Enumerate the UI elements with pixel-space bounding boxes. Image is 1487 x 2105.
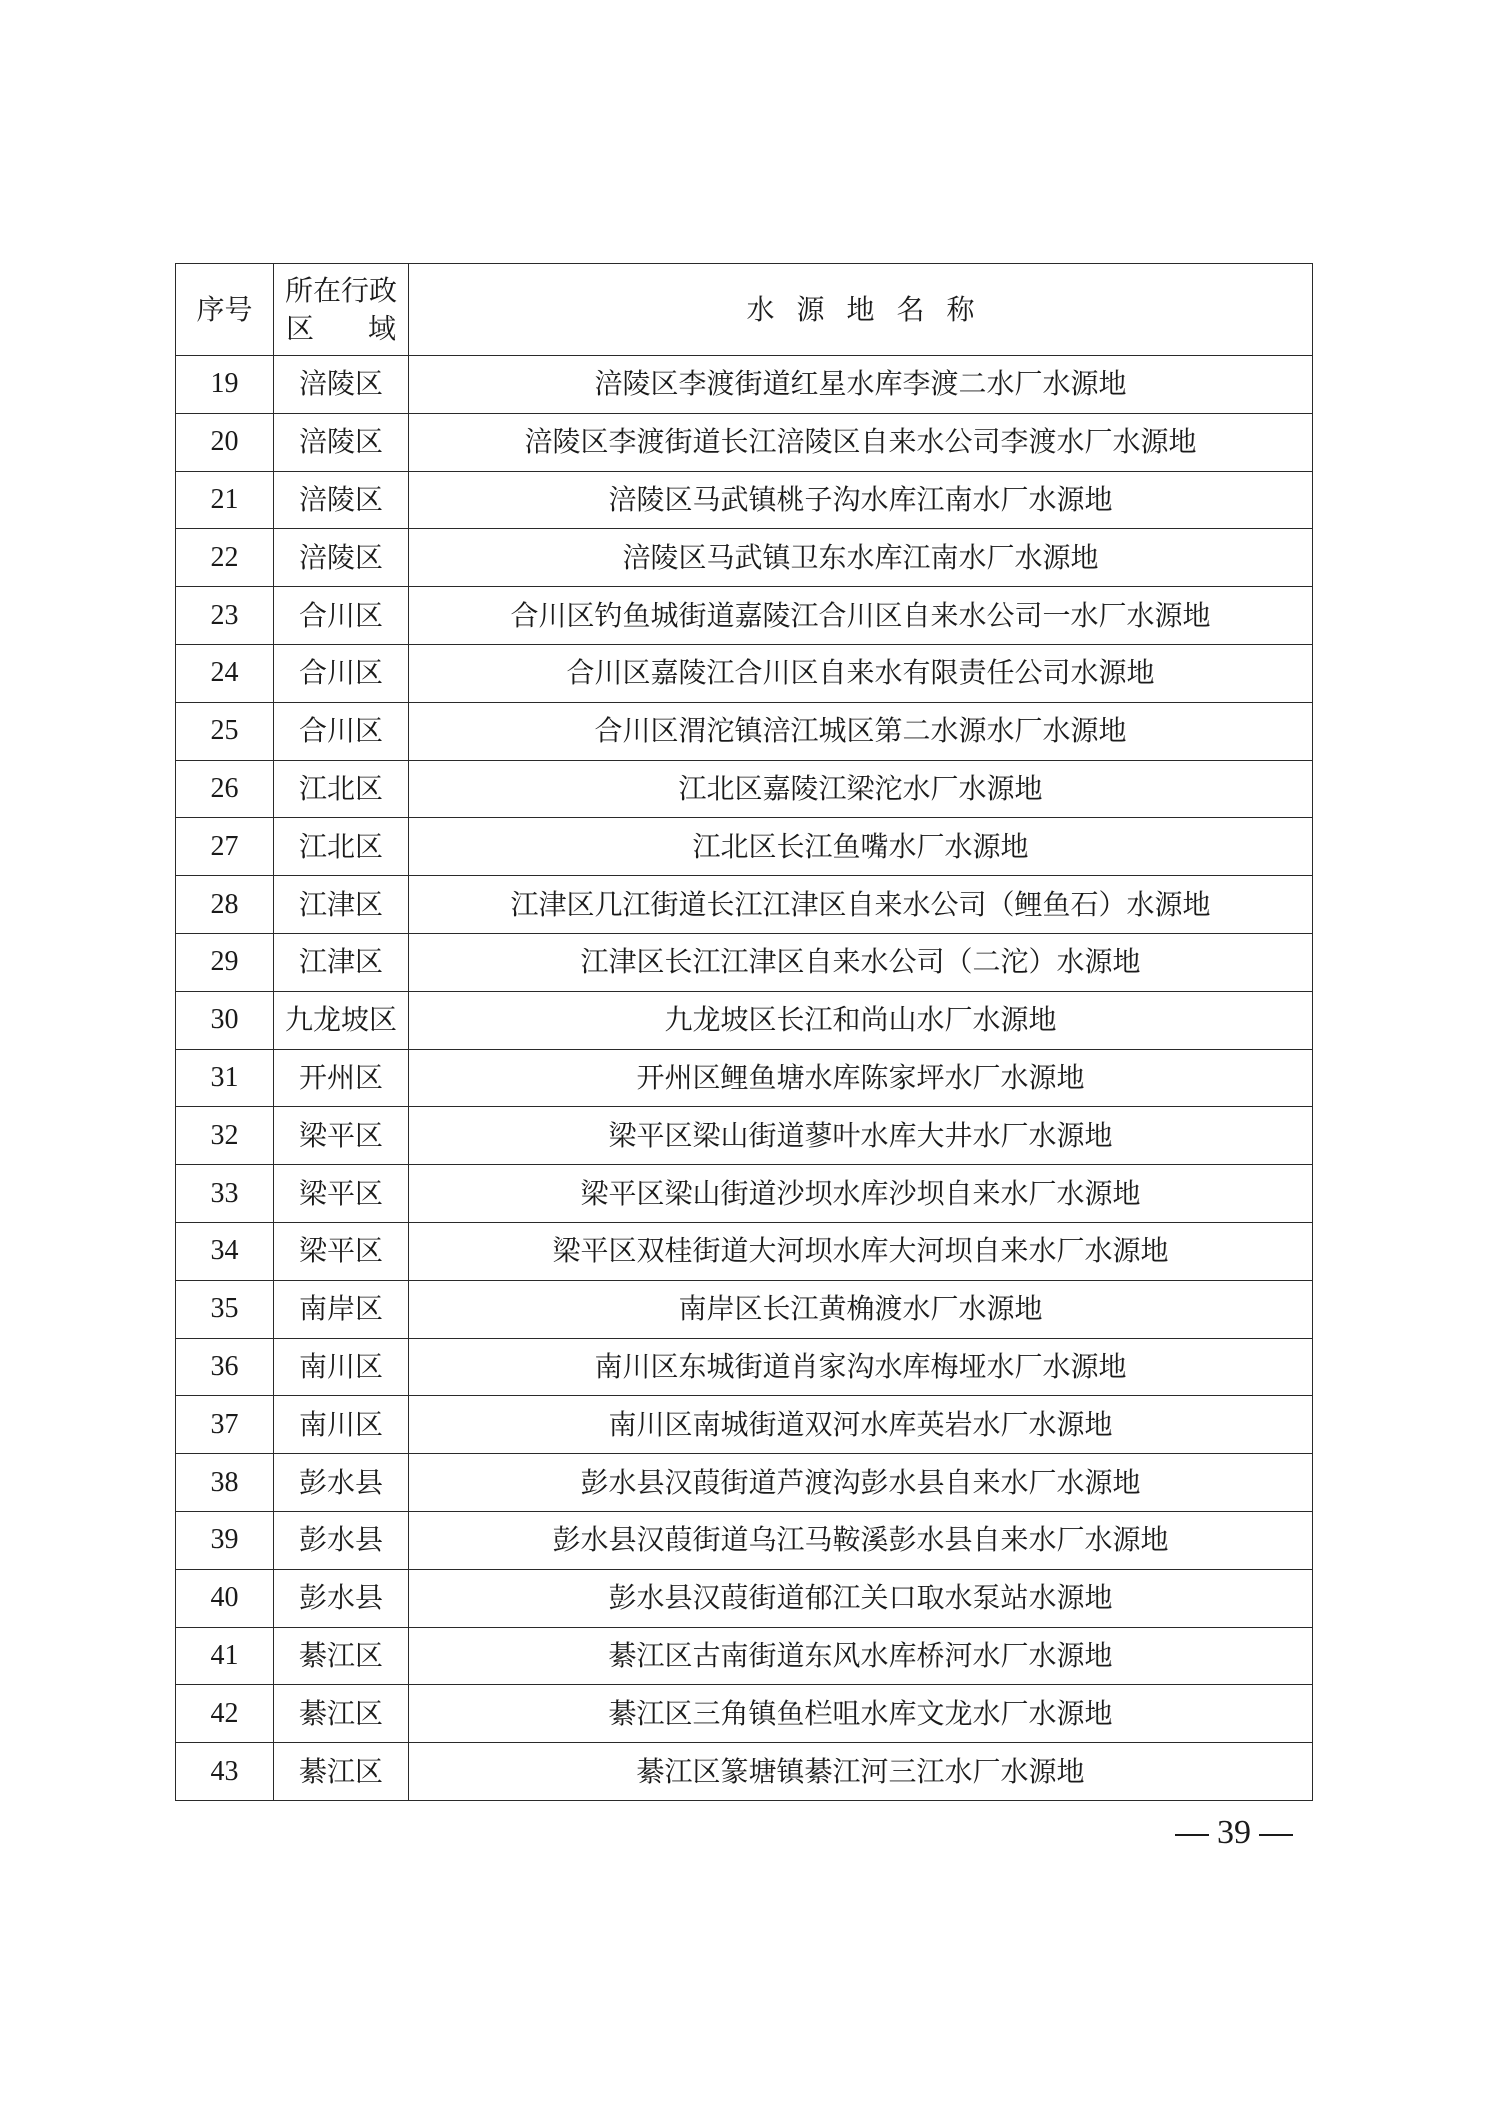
- cell-water-source-name: 合川区渭沱镇涪江城区第二水源水厂水源地: [409, 702, 1313, 760]
- water-source-table: [175, 263, 1313, 1801]
- cell-water-source-name: 江津区几江街道长江江津区自来水公司（鲤鱼石）水源地: [409, 876, 1313, 934]
- cell-serial-number: 32: [176, 1107, 274, 1165]
- cell-admin-area: 南川区: [274, 1338, 409, 1396]
- table-row: [176, 1280, 1313, 1338]
- header-serial-number: 序号: [176, 264, 274, 356]
- cell-serial-number: 25: [176, 702, 274, 760]
- cell-serial-number: 38: [176, 1454, 274, 1512]
- cell-serial-number: 42: [176, 1685, 274, 1743]
- cell-water-source-name: 合川区嘉陵江合川区自来水有限责任公司水源地: [409, 644, 1313, 702]
- header-water-source-name: 水源地名称: [409, 264, 1313, 356]
- table-row: [176, 1685, 1313, 1743]
- header-admin-area-line1: 所在行政: [284, 273, 397, 307]
- cell-water-source-name: 开州区鲤鱼塘水库陈家坪水厂水源地: [409, 1049, 1313, 1107]
- table-row: [176, 356, 1313, 414]
- table-row: [176, 1627, 1313, 1685]
- cell-water-source-name: 彭水县汉葭街道乌江马鞍溪彭水县自来水厂水源地: [409, 1511, 1313, 1569]
- table-row: [176, 1049, 1313, 1107]
- cell-serial-number: 43: [176, 1743, 274, 1801]
- table-header-row: [176, 264, 1313, 356]
- cell-admin-area: 合川区: [274, 587, 409, 645]
- cell-admin-area: 綦江区: [274, 1743, 409, 1801]
- table-row: [176, 876, 1313, 934]
- cell-water-source-name: 江北区嘉陵江梁沱水厂水源地: [409, 760, 1313, 818]
- page-number: 39: [1167, 1814, 1301, 1852]
- cell-serial-number: 41: [176, 1627, 274, 1685]
- cell-admin-area: 涪陵区: [274, 356, 409, 414]
- cell-serial-number: 29: [176, 933, 274, 991]
- cell-serial-number: 39: [176, 1511, 274, 1569]
- table-row: [176, 991, 1313, 1049]
- table-row: [176, 1107, 1313, 1165]
- cell-water-source-name: 合川区钓鱼城街道嘉陵江合川区自来水公司一水厂水源地: [409, 587, 1313, 645]
- table-row: [176, 587, 1313, 645]
- table-row: [176, 1743, 1313, 1801]
- table-row: [176, 1396, 1313, 1454]
- cell-admin-area: 合川区: [274, 702, 409, 760]
- table-row: [176, 529, 1313, 587]
- cell-admin-area: 梁平区: [274, 1222, 409, 1280]
- cell-serial-number: 33: [176, 1165, 274, 1223]
- cell-admin-area: 江津区: [274, 876, 409, 934]
- cell-admin-area: 南川区: [274, 1396, 409, 1454]
- cell-admin-area: 梁平区: [274, 1107, 409, 1165]
- cell-water-source-name: 梁平区双桂街道大河坝水库大河坝自来水厂水源地: [409, 1222, 1313, 1280]
- table-row: [176, 644, 1313, 702]
- cell-water-source-name: 彭水县汉葭街道芦渡沟彭水县自来水厂水源地: [409, 1454, 1313, 1512]
- cell-water-source-name: 南川区东城街道肖家沟水库梅垭水厂水源地: [409, 1338, 1313, 1396]
- cell-water-source-name: 九龙坡区长江和尚山水厂水源地: [409, 991, 1313, 1049]
- table-row: [176, 1569, 1313, 1627]
- cell-admin-area: 涪陵区: [274, 413, 409, 471]
- table-row: [176, 933, 1313, 991]
- cell-admin-area: 綦江区: [274, 1627, 409, 1685]
- table-row: [176, 818, 1313, 876]
- cell-water-source-name: 江北区长江鱼嘴水厂水源地: [409, 818, 1313, 876]
- cell-serial-number: 34: [176, 1222, 274, 1280]
- cell-water-source-name: 江津区长江江津区自来水公司（二沱）水源地: [409, 933, 1313, 991]
- cell-admin-area: 九龙坡区: [274, 991, 409, 1049]
- cell-water-source-name: 南川区南城街道双河水库英岩水厂水源地: [409, 1396, 1313, 1454]
- cell-serial-number: 31: [176, 1049, 274, 1107]
- cell-water-source-name: 涪陵区李渡街道红星水库李渡二水厂水源地: [409, 356, 1313, 414]
- page-number-dash-right: [1259, 1834, 1293, 1836]
- cell-admin-area: 开州区: [274, 1049, 409, 1107]
- cell-admin-area: 彭水县: [274, 1454, 409, 1512]
- cell-admin-area: 南岸区: [274, 1280, 409, 1338]
- cell-water-source-name: 涪陵区马武镇卫东水库江南水厂水源地: [409, 529, 1313, 587]
- header-admin-area-line2: 区 域: [286, 311, 396, 345]
- cell-admin-area: 涪陵区: [274, 471, 409, 529]
- cell-serial-number: 37: [176, 1396, 274, 1454]
- cell-serial-number: 22: [176, 529, 274, 587]
- table-row: [176, 1222, 1313, 1280]
- cell-water-source-name: 南岸区长江黄桷渡水厂水源地: [409, 1280, 1313, 1338]
- cell-admin-area: 綦江区: [274, 1685, 409, 1743]
- table-row: [176, 413, 1313, 471]
- cell-admin-area: 彭水县: [274, 1511, 409, 1569]
- cell-water-source-name: 綦江区古南街道东风水库桥河水厂水源地: [409, 1627, 1313, 1685]
- cell-admin-area: 江津区: [274, 933, 409, 991]
- cell-serial-number: 36: [176, 1338, 274, 1396]
- table-row: [176, 1511, 1313, 1569]
- cell-admin-area: 江北区: [274, 760, 409, 818]
- cell-serial-number: 20: [176, 413, 274, 471]
- table-row: [176, 702, 1313, 760]
- cell-serial-number: 26: [176, 760, 274, 818]
- table-row: [176, 1338, 1313, 1396]
- cell-water-source-name: 涪陵区马武镇桃子沟水库江南水厂水源地: [409, 471, 1313, 529]
- cell-serial-number: 28: [176, 876, 274, 934]
- cell-serial-number: 30: [176, 991, 274, 1049]
- table-body: [176, 356, 1313, 1801]
- cell-admin-area: 彭水县: [274, 1569, 409, 1627]
- cell-water-source-name: 涪陵区李渡街道长江涪陵区自来水公司李渡水厂水源地: [409, 413, 1313, 471]
- cell-admin-area: 合川区: [274, 644, 409, 702]
- table-row: [176, 1165, 1313, 1223]
- cell-serial-number: 21: [176, 471, 274, 529]
- header-admin-area: [274, 264, 409, 356]
- cell-serial-number: 27: [176, 818, 274, 876]
- cell-admin-area: 梁平区: [274, 1165, 409, 1223]
- cell-serial-number: 19: [176, 356, 274, 414]
- cell-serial-number: 23: [176, 587, 274, 645]
- cell-admin-area: 江北区: [274, 818, 409, 876]
- cell-water-source-name: 彭水县汉葭街道郁江关口取水泵站水源地: [409, 1569, 1313, 1627]
- cell-admin-area: 涪陵区: [274, 529, 409, 587]
- cell-water-source-name: 梁平区梁山街道沙坝水库沙坝自来水厂水源地: [409, 1165, 1313, 1223]
- cell-water-source-name: 綦江区篆塘镇綦江河三江水厂水源地: [409, 1743, 1313, 1801]
- table-row: [176, 471, 1313, 529]
- page-number-dash-left: [1175, 1834, 1209, 1836]
- cell-serial-number: 35: [176, 1280, 274, 1338]
- cell-water-source-name: 綦江区三角镇鱼栏咀水库文龙水厂水源地: [409, 1685, 1313, 1743]
- cell-water-source-name: 梁平区梁山街道蓼叶水库大井水厂水源地: [409, 1107, 1313, 1165]
- cell-serial-number: 40: [176, 1569, 274, 1627]
- table-row: [176, 760, 1313, 818]
- cell-serial-number: 24: [176, 644, 274, 702]
- table-row: [176, 1454, 1313, 1512]
